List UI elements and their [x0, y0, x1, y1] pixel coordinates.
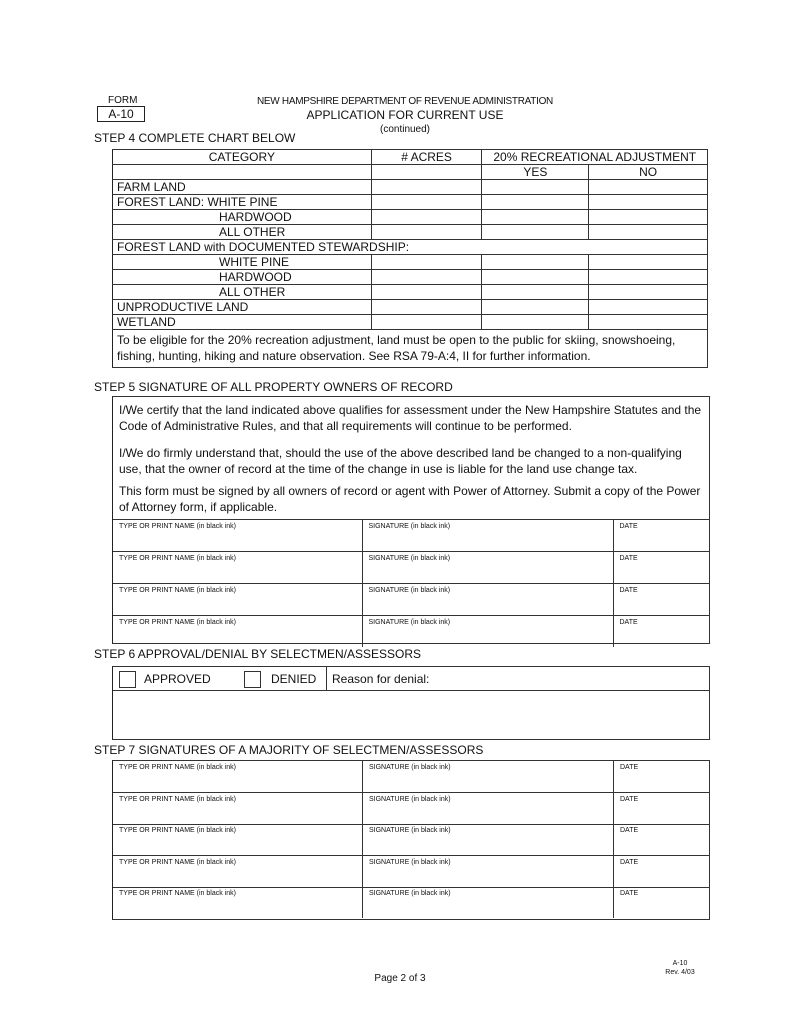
table-row — [113, 793, 709, 825]
no-field[interactable] — [589, 180, 708, 195]
step5-heading: STEP 5 SIGNATURE OF ALL PROPERTY OWNERS OF RECORD — [94, 380, 453, 394]
category-label: HARDWOOD — [113, 210, 372, 225]
no-field[interactable] — [589, 315, 708, 330]
acres-field[interactable] — [371, 315, 482, 330]
yes-field[interactable] — [482, 315, 589, 330]
name-field[interactable]: TYPE OR PRINT NAME (in black ink) — [113, 552, 362, 584]
table-row — [113, 315, 708, 330]
date-field[interactable]: DATE — [613, 584, 709, 616]
table-row — [113, 180, 708, 195]
yes-field[interactable] — [482, 300, 589, 315]
acres-field[interactable] — [371, 225, 482, 240]
owner-signature-box — [112, 396, 710, 644]
col-category: CATEGORY — [113, 150, 372, 165]
signature-field[interactable]: SIGNATURE (in black ink) — [362, 552, 613, 584]
step4-heading: STEP 4 COMPLETE CHART BELOW — [94, 131, 296, 145]
page-title: APPLICATION FOR CURRENT USE — [306, 108, 504, 122]
acres-field[interactable] — [371, 255, 482, 270]
acres-field[interactable] — [371, 285, 482, 300]
yes-field[interactable] — [482, 225, 589, 240]
form-number: A-10 — [97, 106, 145, 122]
denied-checkbox[interactable] — [244, 671, 261, 688]
signature-field[interactable]: SIGNATURE (in black ink) — [362, 584, 613, 616]
department-name: NEW HAMPSHIRE DEPARTMENT OF REVENUE ADMINISTRATION — [257, 96, 553, 107]
no-field[interactable] — [589, 270, 708, 285]
acres-field[interactable] — [371, 195, 482, 210]
selectmen-signature-box — [112, 760, 710, 920]
approval-box — [112, 666, 710, 740]
yes-field[interactable] — [482, 255, 589, 270]
acres-field[interactable] — [371, 300, 482, 315]
signature-field[interactable]: SIGNATURE (in black ink) — [362, 520, 613, 552]
acres-field[interactable] — [371, 270, 482, 285]
approved-checkbox[interactable] — [119, 671, 136, 688]
signature-field[interactable]: SIGNATURE (in black ink) — [363, 856, 614, 887]
yes-field[interactable] — [482, 210, 589, 225]
divider — [326, 667, 327, 691]
no-field[interactable] — [589, 195, 708, 210]
table-row — [113, 887, 709, 918]
table-row — [113, 856, 709, 888]
yes-field[interactable] — [482, 195, 589, 210]
page-number: Page 2 of 3 — [374, 973, 426, 984]
category-label: FOREST LAND: WHITE PINE — [113, 195, 372, 210]
acreage-chart — [112, 149, 708, 368]
date-field[interactable]: DATE — [613, 520, 709, 552]
table-row — [113, 584, 709, 616]
table-row — [113, 552, 709, 584]
table-row — [113, 300, 708, 315]
owner-signature-table — [113, 519, 709, 647]
date-field[interactable]: DATE — [620, 796, 639, 803]
no-field[interactable] — [589, 285, 708, 300]
table-row — [113, 616, 709, 648]
category-label: FOREST LAND with DOCUMENTED STEWARDSHIP: — [113, 240, 708, 255]
must-sign-paragraph: This form must be signed by all owners of record or agent with Power of Attorney. Submit a copy of the Power of Attorney form, if applicable. — [119, 484, 701, 514]
acres-field[interactable] — [371, 210, 482, 225]
table-row — [113, 195, 708, 210]
category-label: FARM LAND — [113, 180, 372, 195]
revision-date: Rev. 4/03 — [665, 969, 695, 976]
name-field[interactable]: TYPE OR PRINT NAME (in black ink) — [113, 520, 362, 552]
name-field[interactable]: TYPE OR PRINT NAME (in black ink) — [113, 761, 363, 792]
signature-field[interactable]: SIGNATURE (in black ink) — [363, 887, 614, 918]
acres-field[interactable] — [371, 180, 482, 195]
certify-paragraph: I/We certify that the land indicated above qualifies for assessment under the New Hampshire Statutes and the Code of Administrative Rules, and that all requirements will continue to be performed. — [119, 403, 702, 433]
signature-field[interactable]: SIGNATURE (in black ink) — [362, 616, 613, 648]
signature-field[interactable]: SIGNATURE (in black ink) — [363, 793, 614, 824]
category-label: ALL OTHER — [113, 225, 372, 240]
name-field[interactable]: TYPE OR PRINT NAME (in black ink) — [113, 824, 363, 855]
reason-label: Reason for denial: — [332, 672, 430, 686]
step6-heading: STEP 6 APPROVAL/DENIAL BY SELECTMEN/ASSESSORS — [94, 647, 422, 661]
date-field[interactable]: DATE — [613, 552, 709, 584]
name-field[interactable]: TYPE OR PRINT NAME (in black ink) — [113, 584, 362, 616]
col-adjustment: 20% RECREATIONAL ADJUSTMENT — [482, 150, 708, 165]
yes-field[interactable] — [482, 285, 589, 300]
category-label: WHITE PINE — [113, 255, 372, 270]
denied-label: DENIED — [271, 672, 317, 686]
col-no: NO — [589, 165, 708, 180]
table-row — [113, 520, 709, 552]
continued-note: (continued) — [379, 124, 431, 135]
no-field[interactable] — [589, 255, 708, 270]
date-field[interactable]: DATE — [620, 859, 639, 866]
col-yes: YES — [482, 165, 589, 180]
table-row — [113, 270, 708, 285]
category-label: HARDWOOD — [113, 270, 372, 285]
no-field[interactable] — [589, 300, 708, 315]
name-field[interactable]: TYPE OR PRINT NAME (in black ink) — [113, 887, 363, 918]
no-field[interactable] — [589, 225, 708, 240]
form-label: FORM — [108, 95, 138, 106]
date-field[interactable]: DATE — [620, 890, 639, 897]
no-field[interactable] — [589, 210, 708, 225]
category-label: ALL OTHER — [113, 285, 372, 300]
understand-paragraph: I/We do firmly understand that, should the use of the above described land be changed to a non-qualifying use, that the owner of record at the time of the change in use is liable for the land use change tax. — [119, 446, 682, 476]
category-label: UNPRODUCTIVE LAND — [113, 300, 372, 315]
date-field[interactable]: DATE — [620, 764, 639, 771]
step7-heading: STEP 7 SIGNATURES OF A MAJORITY OF SELECTMEN/ASSESSORS — [94, 743, 484, 757]
yes-field[interactable] — [482, 180, 589, 195]
signature-field[interactable]: SIGNATURE (in black ink) — [363, 824, 614, 855]
approved-label: APPROVED — [144, 672, 211, 686]
table-row — [113, 824, 709, 856]
reason-field[interactable] — [113, 691, 709, 739]
eligibility-note: To be eligible for the 20% recreation adjustment, land must be open to the public for skiing, snowshoeing, fishing, hunting, hiking and nature observation. See RSA 79-A:4, II for further information. — [113, 330, 708, 368]
signature-field[interactable]: SIGNATURE (in black ink) — [363, 761, 614, 792]
table-row — [113, 285, 708, 300]
name-field[interactable]: TYPE OR PRINT NAME (in black ink) — [113, 793, 363, 824]
name-field[interactable]: TYPE OR PRINT NAME (in black ink) — [113, 616, 362, 648]
category-label: WETLAND — [113, 315, 372, 330]
table-row — [113, 240, 708, 255]
name-field[interactable]: TYPE OR PRINT NAME (in black ink) — [113, 856, 363, 887]
col-acres: # ACRES — [371, 150, 482, 165]
table-row — [113, 225, 708, 240]
table-row — [113, 761, 709, 793]
table-row — [113, 255, 708, 270]
yes-field[interactable] — [482, 270, 589, 285]
table-row — [113, 210, 708, 225]
date-field[interactable]: DATE — [613, 616, 709, 648]
footer-form-number: A-10 — [672, 960, 688, 967]
date-field[interactable]: DATE — [620, 827, 639, 834]
